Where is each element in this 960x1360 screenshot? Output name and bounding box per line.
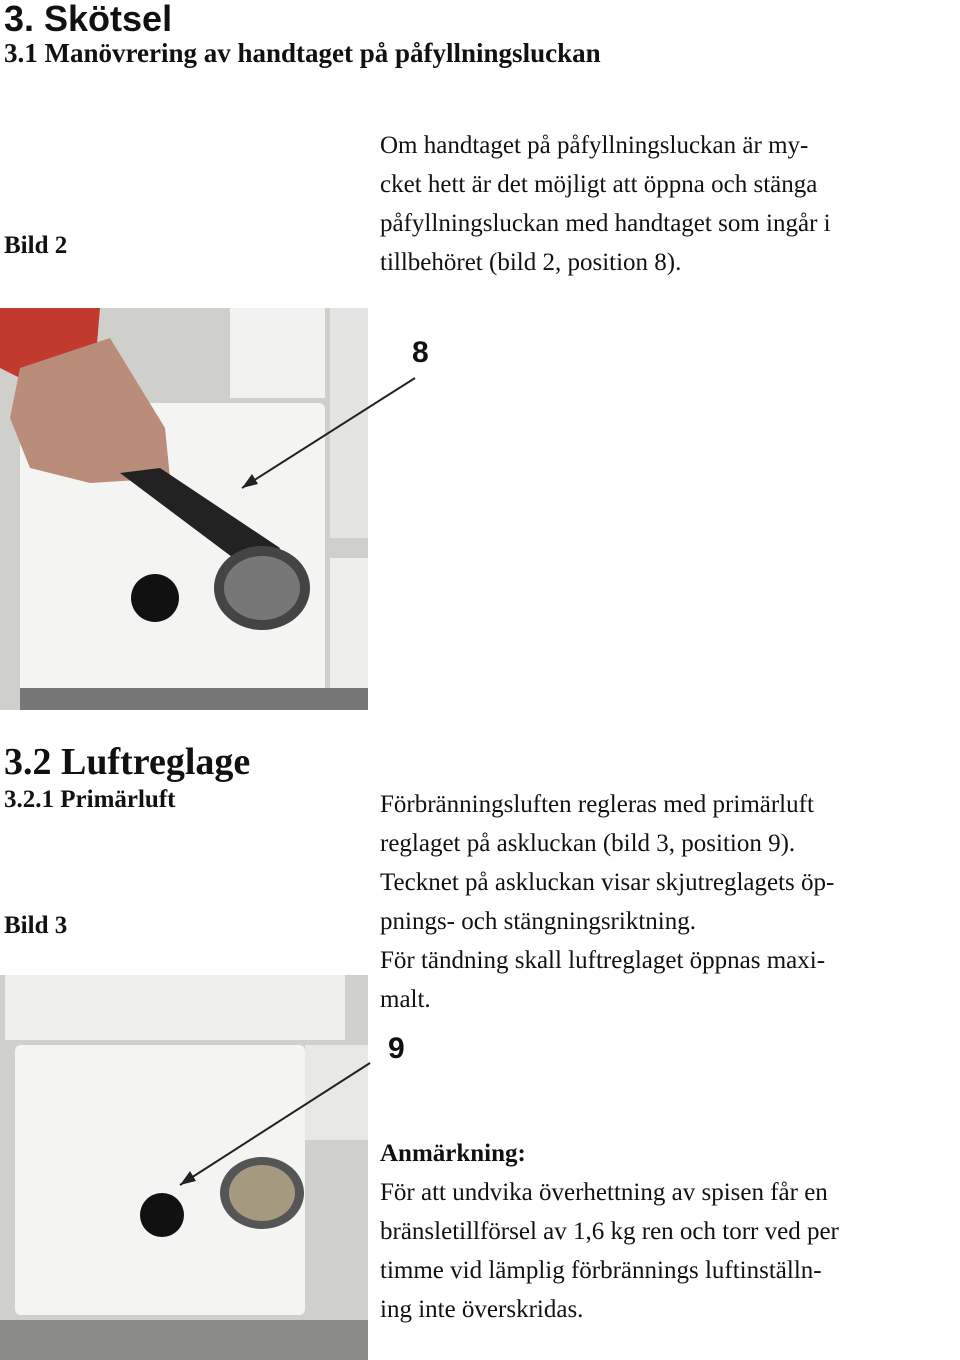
text-line: ing inte överskridas.: [380, 1296, 584, 1323]
text-line: Förbränningsluften regleras med primärluft: [380, 791, 814, 818]
text-line: För tändning skall luftreglaget öppnas maxi-: [380, 947, 826, 974]
position-label-8: 8: [412, 336, 429, 369]
text-line: tillbehöret (bild 2, position 8).: [380, 249, 682, 276]
section-subtitle-2: 3.2.1 Primärluft: [4, 786, 176, 813]
arrow-pointer: [230, 370, 430, 500]
photo-handle: [0, 308, 368, 710]
paragraph-air: [380, 785, 960, 1019]
note-block: [380, 1134, 960, 1329]
figure-caption: Bild 3: [4, 912, 68, 939]
text-line: timme vid lämplig förbrännings luftinställn-: [380, 1257, 822, 1284]
figure-caption: Bild 2: [4, 232, 68, 259]
text-line: påfyllningsluckan med handtaget som ingår i: [380, 210, 831, 237]
position-label-9: 9: [388, 1032, 405, 1065]
section-title: 3. Skötsel: [4, 0, 173, 39]
text-line: reglaget på askluckan (bild 3, position 9).: [380, 830, 796, 857]
section-subtitle: 3.1 Manövrering av handtaget på påfyllningsluckan: [4, 38, 601, 68]
arrow-pointer: [170, 1055, 380, 1195]
note-title: Anmärkning:: [380, 1140, 526, 1167]
photo-illustration: [0, 308, 368, 710]
text-line: cket hett är det möjligt att öppna och stänga: [380, 171, 818, 198]
text-line: pnings- och stängningsriktning.: [380, 908, 696, 935]
text-line: Om handtaget på påfyllningsluckan är my-: [380, 132, 809, 159]
text-line: malt.: [380, 986, 431, 1013]
paragraph-handle: [380, 126, 960, 282]
text-line: bränsletillförsel av 1,6 kg ren och torr ved per: [380, 1218, 839, 1245]
section-title-2: 3.2 Luftreglage: [4, 741, 251, 783]
text-line: För att undvika överhettning av spisen får en: [380, 1179, 828, 1206]
text-line: Tecknet på askluckan visar skjutreglagets öp-: [380, 869, 835, 896]
